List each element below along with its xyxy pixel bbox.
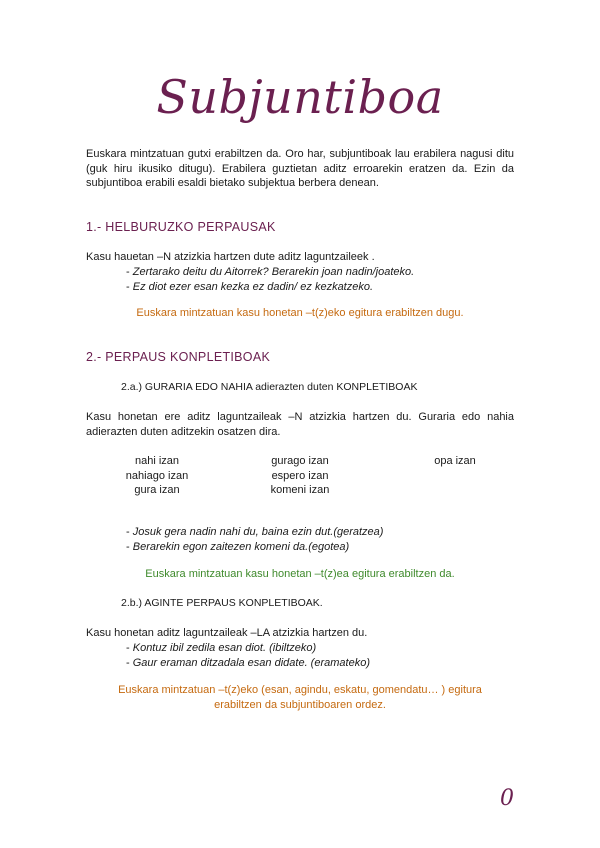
- list-item: - Zertarako deitu du Aitorrek? Berarekin joan nadin/joateko.: [126, 265, 414, 280]
- verb-column-3: [420, 454, 490, 469]
- section-1-bullets: [126, 265, 414, 294]
- note-line: Euskara mintzatuan –t(z)eko (esan, agindu, eskatu, gomendatu… ) egitura: [118, 684, 482, 696]
- section-2b-note: [86, 683, 514, 713]
- page-number: 0: [500, 786, 514, 811]
- section-2a-heading: 2.a.) GURARIA EDO NAHIA adierazten duten KONPLETIBOAK: [121, 381, 418, 393]
- section-2a-note: Euskara mintzatuan kasu honetan –t(z)ea egitura erabiltzen da.: [145, 568, 455, 580]
- section-2-heading: 2.- PERPAUS KONPLETIBOAK: [86, 350, 271, 364]
- section-2b-heading: 2.b.) AGINTE PERPAUS KONPLETIBOAK.: [121, 597, 323, 609]
- verb-column-2: [255, 454, 345, 498]
- note-line: erabiltzen da subjuntiboaren ordez.: [214, 699, 386, 711]
- section-2a-bullets: [126, 525, 383, 554]
- section-2b-lead: Kasu honetan aditz laguntzaileak –LA atzizkia hartzen du.: [86, 627, 368, 639]
- list-item: - Kontuz ibil zedila esan diot. (ibiltzeko): [126, 641, 370, 656]
- section-1-note: Euskara mintzatuan kasu honetan –t(z)eko egitura erabiltzen dugu.: [136, 307, 464, 319]
- list-item: nahiago izan: [125, 469, 189, 482]
- list-item: - Josuk gera nadin nahi du, baina ezin dut.(geratzea): [126, 525, 383, 540]
- list-item: espero izan: [271, 469, 329, 482]
- section-1-heading: 1.- HELBURUZKO PERPAUSAK: [86, 220, 276, 234]
- list-item: opa izan: [434, 455, 476, 467]
- verb-column-1: [112, 454, 202, 498]
- section-2b-bullets: [126, 641, 370, 670]
- list-item: gurago izan: [271, 455, 329, 467]
- list-item: - Berarekin egon zaitezen komeni da.(egotea): [126, 540, 383, 555]
- section-2a-lead: Kasu honetan ere aditz laguntzaileak –N atzizkia hartzen du. Guraria edo nahia adierazten duten aditzekin osatzen dira.: [86, 411, 514, 438]
- list-item: - Gaur eraman ditzadala esan didate. (eramateko): [126, 656, 370, 671]
- list-item: - Ez diot ezer esan kezka ez dadin/ ez kezkatzeko.: [126, 280, 414, 295]
- section-1-lead: Kasu hauetan –N atzizkia hartzen dute aditz laguntzaileek .: [86, 251, 375, 263]
- intro-paragraph: Euskara mintzatuan gutxi erabiltzen da. Oro har, subjuntiboak lau erabilera nagusi ditu (guk hiru ikusiko ditugu). Erabilera guztietan aditz erroarekin eratzen da. Ezin da subjuntiboa erabili esaldi bietako subjektua berbera denean.: [86, 148, 514, 189]
- list-item: gura izan: [134, 484, 180, 496]
- list-item: komeni izan: [270, 484, 330, 496]
- list-item: nahi izan: [134, 455, 180, 467]
- page-title: Subjuntiboa: [156, 70, 444, 124]
